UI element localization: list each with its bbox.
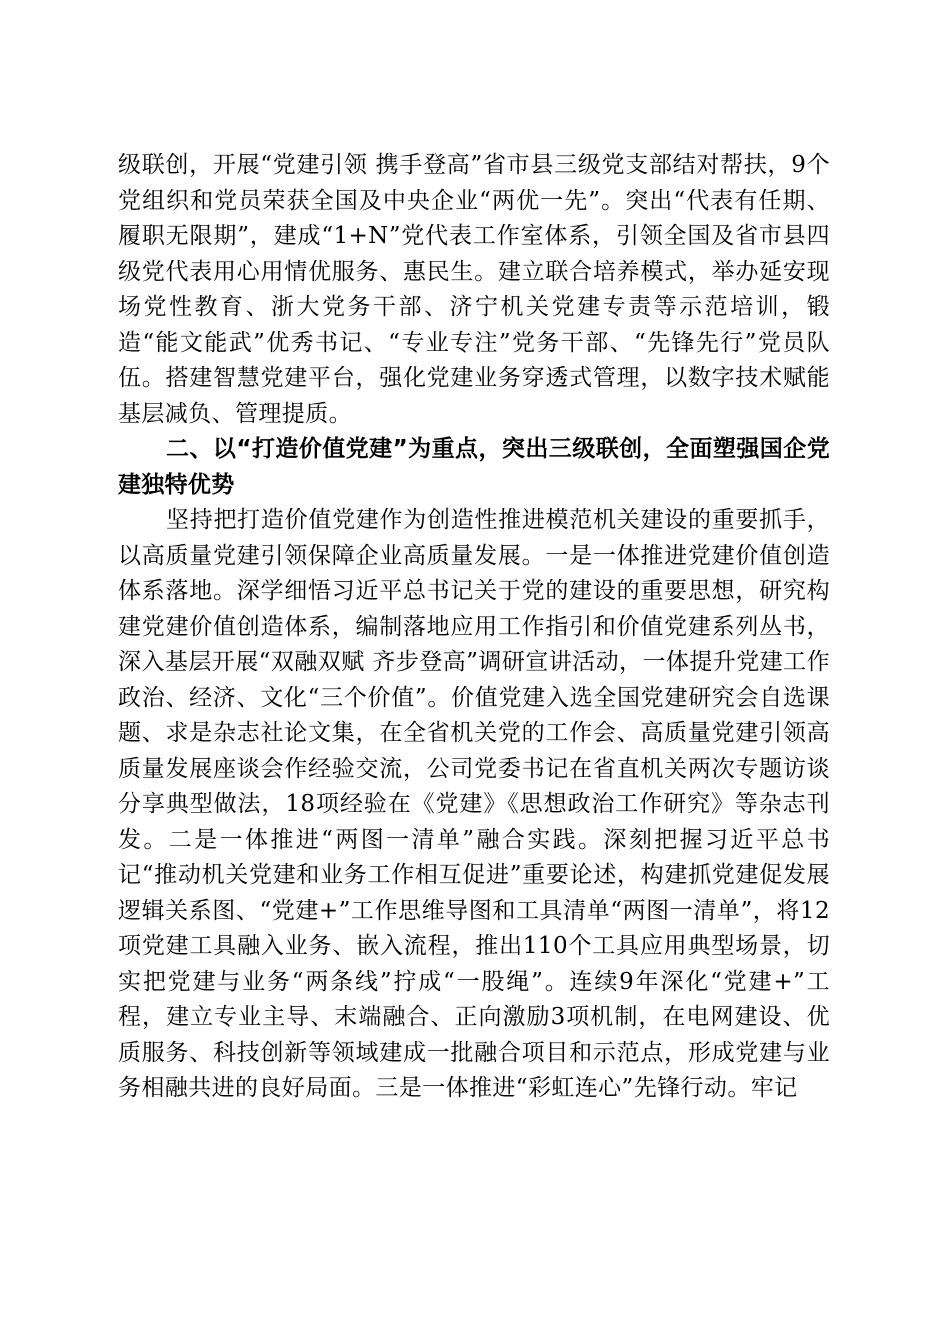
section-heading: 二、以“打造价值党建”为重点，突出三级联创，全面塑强国企党建独特优势 bbox=[118, 436, 830, 498]
body-paragraph: 坚持把打造价值党建作为创造性推进模范机关建设的重要抓手，以高质量党建引领保障企业高质量发展。一是一体推进党建价值创造体系落地。深学细悟习近平总书记关于党的建设的重要思想，研究构建党建价值创造体系，编制落地应用工作指引和价值党建系列丛书，深入基层开展“双融双赋 齐步登高”调研宣讲活动，一体提升党建工作政治、经济、文化“三个价值”。价值党建入选全国党建研究会自选课题、求是杂志社论文集，在全省机关党的工作会、高质量党建引领高质量发展座谈会作经验交流，公司党委书记在省直机关两次专题访谈分享典型做法，18项经验在《党建》《思想政治工作研究》等杂志刊发。二是一体推进“两图一清单”融合实践。深刻把握习近平总书记“推动机关党建和业务工作相互促进”重要论述，构建抓党建促发展逻辑关系图、“党建+”工作思维导图和工具清单“两图一清单”，将12项党建工具融入业务、嵌入流程，推出110个工具应用典型场景，切实把党建与业务“两条线”拧成“一股绳”。连续9年深化“党建+”工程，建立专业主导、末端融合、正向激励3项机制，在电网建设、优质服务、科技创新等领域建成一批融合项目和示范点，形成党建与业务相融共进的良好局面。三是一体推进“彩虹连心”先锋行动。牢记 bbox=[118, 507, 830, 1101]
document-body bbox=[118, 148, 830, 1107]
continued-paragraph: 级联创，开展“党建引领 携手登高”省市县三级党支部结对帮扶，9个党组织和党员荣获全国及中央企业“两优一先”。突出“代表有任期、履职无限期”，建成“1+N”党代表工作室体系，引领全国及省市县四级党代表用心用情优服务、惠民生。建立联合培养模式，举办延安现场党性教育、浙大党务干部、济宁机关党建专责等示范培训，锻造“能文能武”优秀书记、“专业专注”党务干部、“先锋先行”党员队伍。搭建智慧党建平台，强化党建业务穿透式管理，以数字技术赋能基层减负、管理提质。 bbox=[118, 152, 830, 427]
